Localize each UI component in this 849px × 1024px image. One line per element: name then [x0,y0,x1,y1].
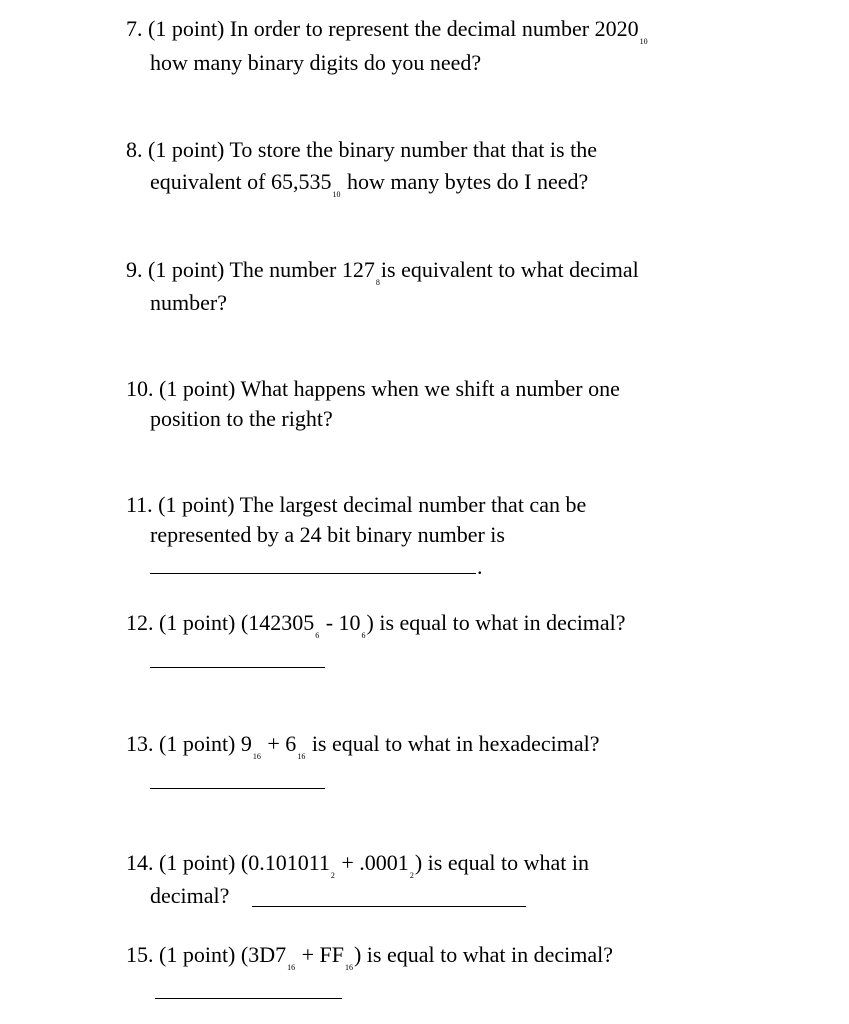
question-10-line-2: position to the right? [150,406,333,431]
base-subscript: 16 [297,752,306,761]
base-subscript: 6 [315,631,320,640]
answer-period: . [477,554,483,579]
question-12: 12. (1 point) $(142305_6 - 10_6)$ is equal to what in decimal? [126,610,626,640]
base-subscript: 2 [330,871,335,880]
question-10-line-1: 10. (1 point) What happens when we shift a number one [126,376,620,401]
question-9-line-1: 9. (1 point) The number $127_8is$ equivalent to what decimal [126,257,639,287]
base-subscript: 2 [409,871,414,880]
question-8-line-2: equivalent of $65,535_{10}$ how many bytes do I need? [150,169,589,199]
question-11-line-2: represented by a 24 bit binary number is [150,522,505,547]
question-8-line-1: 8. (1 point) To store the binary number that that is the [126,137,597,162]
answer-blank-11[interactable] [150,573,476,574]
question-15: 15. (1 point) $(3D7_{16} + FF_{16})$ is equal to what in decimal? [126,942,614,972]
question-9-line-2: number? [150,290,227,315]
question-13: 13. (1 point) $9_{16} + 6_{16}$ is equal to what in hexadecimal? [126,731,600,761]
base-subscript: 10 [332,190,341,199]
answer-blank-14[interactable] [252,906,526,907]
base-subscript: 16 [287,963,296,972]
question-14-line-2: decimal? [150,883,230,908]
answer-blank-15[interactable] [155,998,342,999]
question-14-line-1: 14. (1 point) $(0.101011_2 + .0001_2)$ is equal to what in [126,850,589,880]
base-subscript: 10 [639,37,648,46]
base-subscript: 16 [252,752,261,761]
question-11-line-1: 11. (1 point) The largest decimal number that can be [126,492,587,517]
question-7-line-1: 7. (1 point) In order to represent the decimal number $2020_{10}$ [126,16,648,46]
question-7-line-2: how many binary digits do you need? [150,50,482,75]
base-subscript: 6 [361,631,366,640]
base-subscript: 16 [344,963,353,972]
answer-blank-12[interactable] [150,667,325,668]
answer-blank-13[interactable] [150,788,325,789]
base-subscript: 8 [375,278,380,287]
